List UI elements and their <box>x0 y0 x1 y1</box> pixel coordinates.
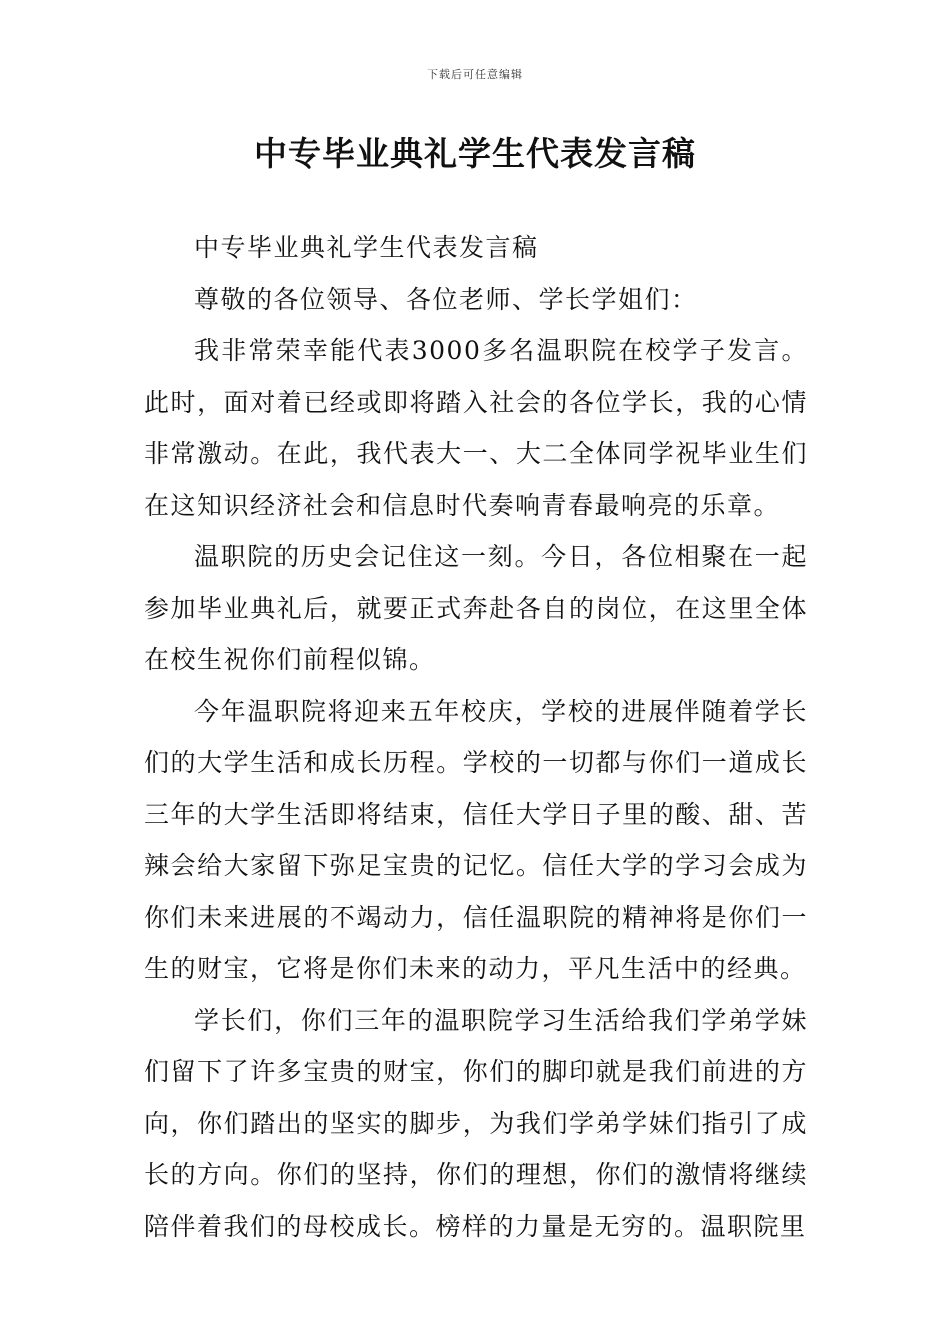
paragraph: 温职院的历史会记住这一刻。今日，各位相聚在一起参加毕业典礼后，就要正式奔赴各自的岗位，在这里全体在校生祝你们前程似锦。 <box>144 542 808 674</box>
paragraph: 今年温职院将迎来五年校庆，学校的进展伴随着学长们的大学生活和成长历程。学校的一切都与你们一道成长三年的大学生活即将结束，信任大学日子里的酸、甜、苦辣会给大家留下弥足宝贵的记忆。信任大学的学习会成为你们未来进展的不竭动力，信任温职院的精神将是你们一生的财宝，它将是你们未来的动力，平凡生活中的经典。 <box>144 696 808 983</box>
paragraph-subtitle: 中专毕业典礼学生代表发言稿 <box>194 233 539 262</box>
paragraph-salutation: 尊敬的各位领导、各位老师、学长学姐们： <box>194 284 698 314</box>
document-title: 中专毕业典礼学生代表发言稿 <box>254 134 696 173</box>
header-note: 下载后可任意编辑 <box>427 68 523 81</box>
paragraph: 我非常荣幸能代表3000多名温职院在校学子发言。此时，面对着已经或即将踏入社会的各位学长，我的心情非常激动。在此，我代表大一、大二全体同学祝毕业生们在这知识经济社会和信息时代奏响青春最响亮的乐章。 <box>144 336 808 520</box>
paragraph: 学长们，你们三年的温职院学习生活给我们学弟学妹们留下了许多宝贵的财宝，你们的脚印就是我们前进的方向，你们踏出的坚实的脚步，为我们学弟学妹们指引了成长的方向。你们的坚持，你们的理想，你们的激情将继续陪伴着我们的母校成长。榜样的力量是无穷的。温职院里 <box>144 1005 808 1241</box>
document-body <box>144 222 808 1252</box>
